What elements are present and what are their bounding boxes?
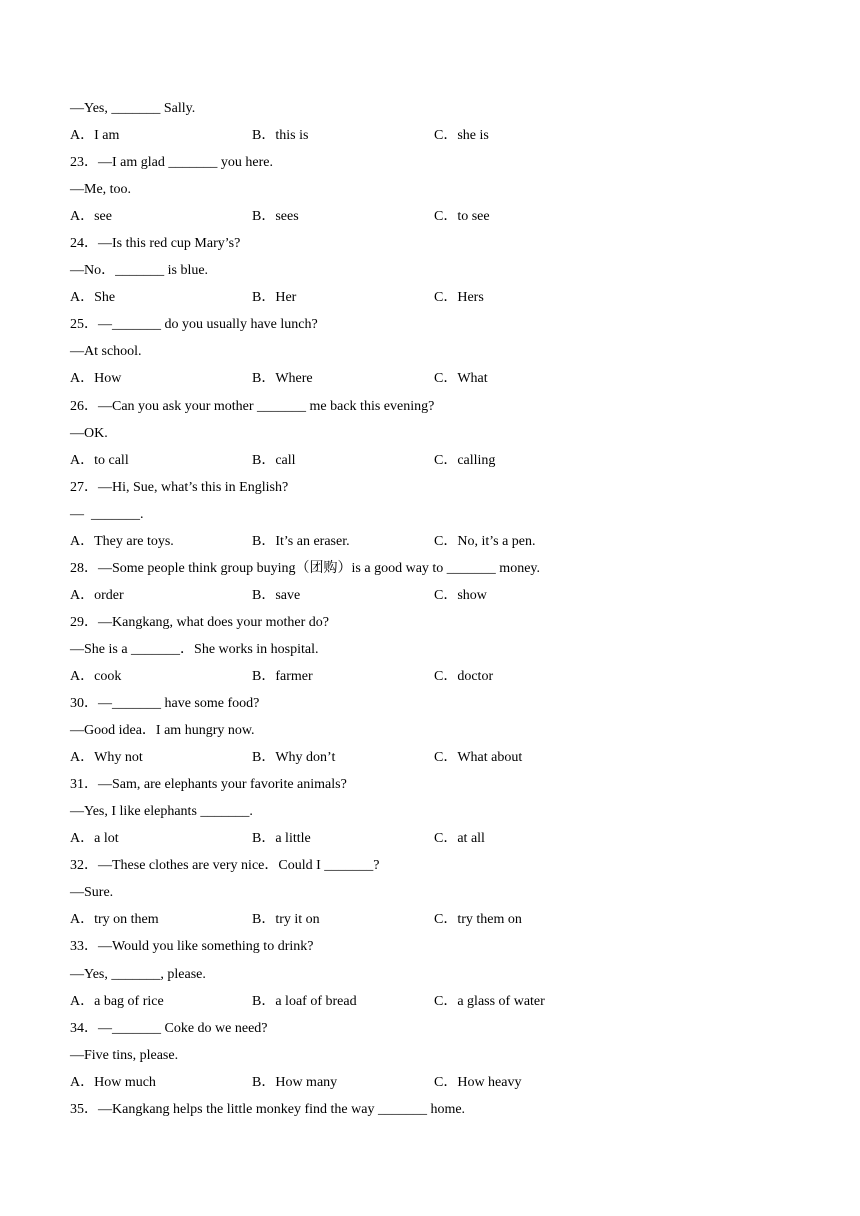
option-c: C．What about [434,750,523,766]
reply-text: — _______. [70,506,144,522]
reply-text: —Sure. [70,885,114,901]
question-list [70,149,790,1123]
option-a: A．cook [70,668,122,684]
question-text: 32．—These clothes are very nice．Could I _______? [70,858,380,874]
lead-reply: —Yes, _______ Sally. [70,101,196,116]
reply-text: —She is a _______．She works in hospital. [70,641,319,657]
option-a: A．see [70,209,112,225]
option-a: A．I am [70,128,120,144]
option-b: B．farmer [252,668,313,684]
option-b: B．sees [252,209,299,225]
options-row [70,365,790,392]
option-a: A．How [70,371,122,387]
option-c: C．a glass of water [434,993,545,1009]
reply-text: —Five tins, please. [70,1047,179,1063]
option-a: A．a bag of rice [70,993,164,1009]
option-b: B．Where [252,371,313,387]
options-row [70,988,790,1015]
option-c: C．What [434,371,488,387]
options-row [70,582,790,609]
question-text: 31．—Sam, are elephants your favorite animals? [70,777,347,793]
question-text: 30．—_______ have some food? [70,696,260,712]
options-row [70,825,790,852]
option-c: C．Hers [434,290,484,306]
options-row [70,203,790,230]
reply-text: —Yes, I like elephants _______. [70,804,253,820]
option-b: B．It’s an eraser. [252,533,350,549]
question-text: 27．—Hi, Sue, what’s this in English? [70,479,289,495]
options-row [70,447,790,474]
option-a: A．try on them [70,912,159,928]
options-row [70,906,790,933]
question-text: 25．—_______ do you usually have lunch? [70,317,318,333]
question-text: 26．—Can you ask your mother _______ me back this evening? [70,398,435,414]
question-text: 24．—Is this red cup Mary’s? [70,236,241,252]
option-c: C．doctor [434,668,494,684]
option-a: A．a lot [70,831,119,847]
option-c: C．calling [434,452,496,468]
options-row [70,663,790,690]
option-c: C．show [434,587,487,603]
exam-page [70,95,790,1123]
option-c: C．No, it’s a pen. [434,533,536,549]
options-row [70,1069,790,1096]
question-text: 34．—_______ Coke do we need? [70,1020,268,1036]
option-b: B．call [252,452,296,468]
question-text: 28．—Some people think group buying（团购）is a good way to _______ money. [70,560,540,576]
option-a: A．How much [70,1074,156,1090]
option-b: B．try it on [252,912,320,928]
option-c: C．she is [434,128,489,144]
option-b: B．a loaf of bread [252,993,357,1009]
reply-text: —Me, too. [70,182,132,198]
option-b: B．save [252,587,301,603]
options-row [70,744,790,771]
option-b: B．this is [252,128,309,144]
option-b: B．How many [252,1074,338,1090]
option-b: B．a little [252,831,311,847]
option-c: C．How heavy [434,1074,522,1090]
question-text: 23．—I am glad _______ you here. [70,155,273,171]
question-text: 29．—Kangkang, what does your mother do? [70,614,329,630]
reply-text: —At school. [70,344,142,360]
option-b: B．Why don’t [252,750,336,766]
reply-text: —Yes, _______, please. [70,966,206,982]
reply-text: —No．_______ is blue. [70,263,209,279]
lead-options [70,122,790,149]
reply-text: —OK. [70,425,108,441]
option-a: A．They are toys. [70,533,174,549]
option-c: C．try them on [434,912,522,928]
question-text: 35．—Kangkang helps the little monkey find the way _______ home. [70,1101,466,1117]
option-b: B．Her [252,290,297,306]
option-c: C．to see [434,209,490,225]
reply-text: —Good idea．I am hungry now. [70,723,255,739]
option-a: A．She [70,290,116,306]
option-a: A．Why not [70,750,143,766]
question-text: 33．—Would you like something to drink? [70,939,314,955]
options-row [70,528,790,555]
option-c: C．at all [434,831,485,847]
option-a: A．order [70,587,124,603]
option-a: A．to call [70,452,129,468]
options-row [70,284,790,311]
